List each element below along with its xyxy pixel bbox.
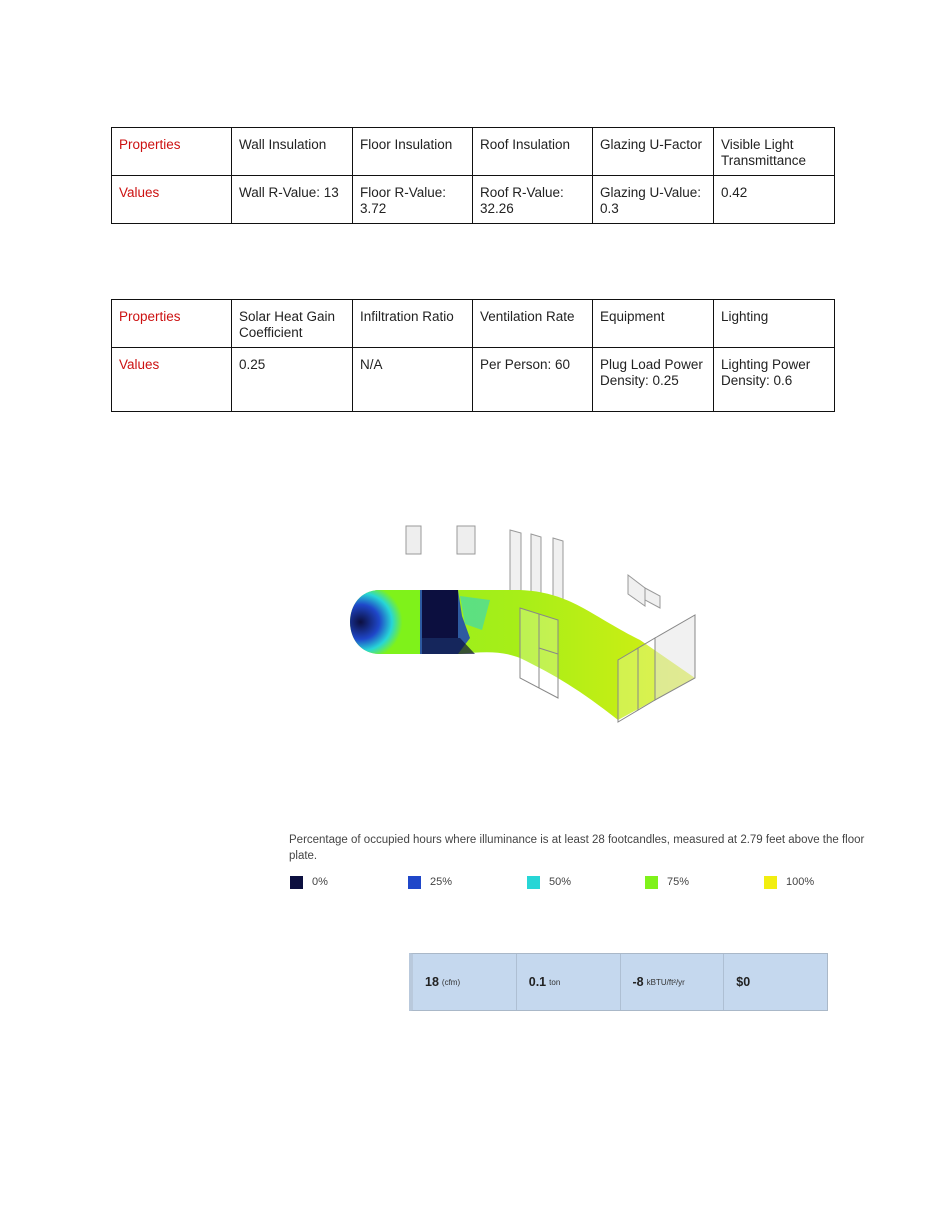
energy-use-intensity-metric xyxy=(621,954,725,1010)
table-cell: 0.42 xyxy=(714,176,835,224)
window-panel xyxy=(645,588,660,608)
envelope-properties-table xyxy=(111,127,835,224)
column-header: Visible Light Transmittance xyxy=(714,128,835,176)
systems-properties-table xyxy=(111,299,835,412)
column-header: Infiltration Ratio xyxy=(353,300,473,348)
table-cell: Per Person: 60 xyxy=(473,348,593,412)
legend-swatch xyxy=(764,876,777,889)
row-header-properties: Properties xyxy=(112,300,232,348)
legend-label: 0% xyxy=(312,876,328,888)
table-cell: N/A xyxy=(353,348,473,412)
column-header: Solar Heat Gain Coefficient xyxy=(232,300,353,348)
cooling-metric xyxy=(517,954,621,1010)
metric-value: $0 xyxy=(736,975,751,989)
legend-item xyxy=(645,875,689,889)
core-block xyxy=(422,590,458,638)
column-header: Roof Insulation xyxy=(473,128,593,176)
window-panel xyxy=(510,530,521,600)
legend-item xyxy=(527,875,571,889)
column-header: Wall Insulation xyxy=(232,128,353,176)
glass-wall xyxy=(655,615,695,700)
metric-value: 0.1 xyxy=(528,975,547,989)
legend-swatch xyxy=(527,876,540,889)
legend-label: 75% xyxy=(667,876,690,888)
legend-caption: Percentage of occupied hours where illuminance is at least 28 footcandles, measured at 2.79 feet above the floor plate. xyxy=(289,834,865,862)
legend-label: 25% xyxy=(430,876,453,888)
window-panel xyxy=(628,575,645,606)
metrics-summary-bar xyxy=(409,953,828,1011)
legend-item xyxy=(408,875,452,889)
table-cell: Wall R-Value: 13 xyxy=(232,176,353,224)
metric-unit: kBTU/ft²/yr xyxy=(646,977,685,987)
airflow-metric xyxy=(413,954,517,1010)
metric-unit: ton xyxy=(549,977,561,987)
table-cell: Lighting Power Density: 0.6 xyxy=(714,348,835,412)
column-header: Floor Insulation xyxy=(353,128,473,176)
metric-value: -8 xyxy=(632,975,644,989)
low-illuminance-zone xyxy=(350,590,420,654)
window-panel xyxy=(457,526,475,554)
table-cell: Roof R-Value: 32.26 xyxy=(473,176,593,224)
table-cell: 0.25 xyxy=(232,348,353,412)
column-header: Glazing U-Factor xyxy=(593,128,714,176)
metric-value: 18 xyxy=(425,975,439,989)
legend-item xyxy=(764,875,814,889)
row-header-values: Values xyxy=(112,176,232,224)
metric-unit: (cfm) xyxy=(441,977,461,987)
legend-label: 50% xyxy=(549,876,572,888)
row-header-values: Values xyxy=(112,348,232,412)
table-cell: Glazing U-Value: 0.3 xyxy=(593,176,714,224)
legend-item xyxy=(290,875,328,889)
daylight-floor-plan-render xyxy=(340,520,700,730)
table-cell: Plug Load Power Density: 0.25 xyxy=(593,348,714,412)
column-header: Equipment xyxy=(593,300,714,348)
legend-swatch xyxy=(408,876,421,889)
column-header: Ventilation Rate xyxy=(473,300,593,348)
legend-swatch xyxy=(645,876,658,889)
column-header: Lighting xyxy=(714,300,835,348)
window-panel xyxy=(406,526,421,554)
legend-swatch xyxy=(290,876,303,889)
row-header-properties: Properties xyxy=(112,128,232,176)
table-cell: Floor R-Value: 3.72 xyxy=(353,176,473,224)
cost-metric xyxy=(724,954,827,1010)
legend-label: 100% xyxy=(786,876,815,888)
